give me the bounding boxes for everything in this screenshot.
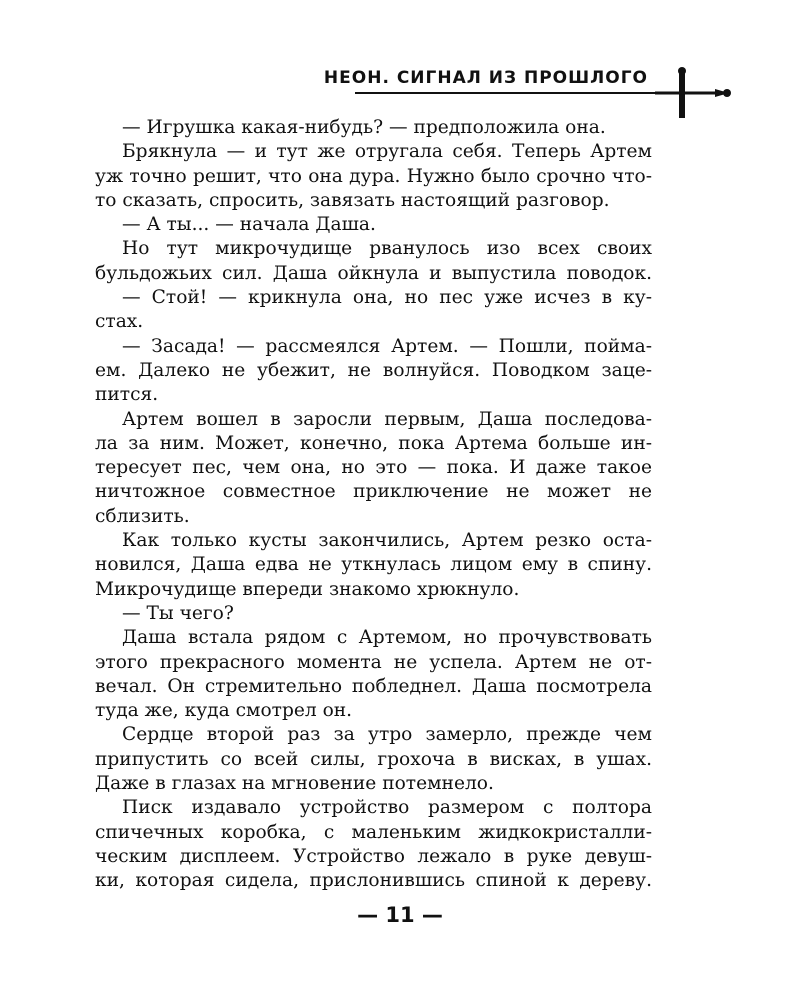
text-line-1: — Игрушка какая-нибудь? — предположила она. <box>122 117 606 138</box>
page-number: — 11 — <box>357 903 443 927</box>
text-line-13: Артем вошел в заросли первым, Даша последова- <box>122 408 652 430</box>
text-line-2: Брякнула — и тут же отругала себя. Теперь Артем <box>122 141 652 163</box>
text-line-10: — Засада! — рассмеялся Артем. — Пошли, пойма- <box>122 335 652 357</box>
text-line-25: туда же, куда смотрел он. <box>95 700 353 722</box>
text-line-29: Писк издавало устройство размером с полтора <box>122 797 652 819</box>
text-line-7: бульдожьих сил. Даша ойкнула и выпустила поводок. <box>95 262 652 284</box>
text-line-16: ничтожное совместное приключение не может не <box>95 481 652 503</box>
text-line-21: — Ты чего? <box>122 602 234 624</box>
text-line-32: ки, которая сидела, прислонившись спиной к дереву. <box>95 870 652 892</box>
text-line-4: то сказать, спросить, завязать настоящий разговор. <box>95 189 610 211</box>
header-rule <box>355 92 685 94</box>
text-line-9: стах. <box>95 311 144 333</box>
text-line-22: Даша встала рядом с Артемом, но прочувствовать <box>122 627 652 649</box>
running-header-title: НЕОН. СИГНАЛ ИЗ ПРОШЛОГО <box>323 68 648 88</box>
text-line-11: ем. Далеко не убежит, не волнуйся. Поводком заце- <box>95 359 652 381</box>
text-line-23: этого прекрасного момента не успела. Артем не от- <box>95 651 652 673</box>
text-line-14: ла за ним. Может, конечно, пока Артема больше ин- <box>95 432 652 454</box>
text-line-31: ческим дисплеем. Устройство лежало в руке девуш- <box>95 845 652 867</box>
text-line-26: Сердце второй раз за утро замерло, прежде чем <box>122 724 652 746</box>
text-line-12: пится. <box>95 384 159 406</box>
text-line-6: Но тут микрочудище рванулось изо всех своих <box>122 238 652 260</box>
body-text <box>95 116 652 894</box>
running-header <box>0 58 800 118</box>
text-line-20: Микрочудище впереди знакомо хрюкнуло. <box>95 578 520 600</box>
text-line-15: тересует пес, чем она, но это — пока. И даже такое <box>95 457 652 479</box>
text-line-28: Даже в глазах на мгновение потемнело. <box>95 773 494 795</box>
text-line-3: уж точно решит, что она дура. Нужно было срочно что- <box>95 165 652 187</box>
text-line-8: — Стой! — крикнула она, но пес уже исчез в ку- <box>122 287 652 309</box>
text-line-30: спичечных коробка, с маленьким жидкокристалли- <box>95 821 652 843</box>
text-line-19: новился, Даша едва не уткнулась лицом ему в спину. <box>95 554 652 576</box>
dagger-ornament-icon <box>655 58 735 118</box>
text-line-24: вечал. Он стремительно побледнел. Даша посмотрела <box>95 675 652 697</box>
text-line-17: сблизить. <box>95 505 190 527</box>
text-line-18: Как только кусты закончились, Артем резко оста- <box>122 530 652 552</box>
text-line-5: — А ты... — начала Даша. <box>122 214 376 236</box>
text-line-27: припустить со всей силы, грохоча в висках, в ушах. <box>95 748 652 770</box>
